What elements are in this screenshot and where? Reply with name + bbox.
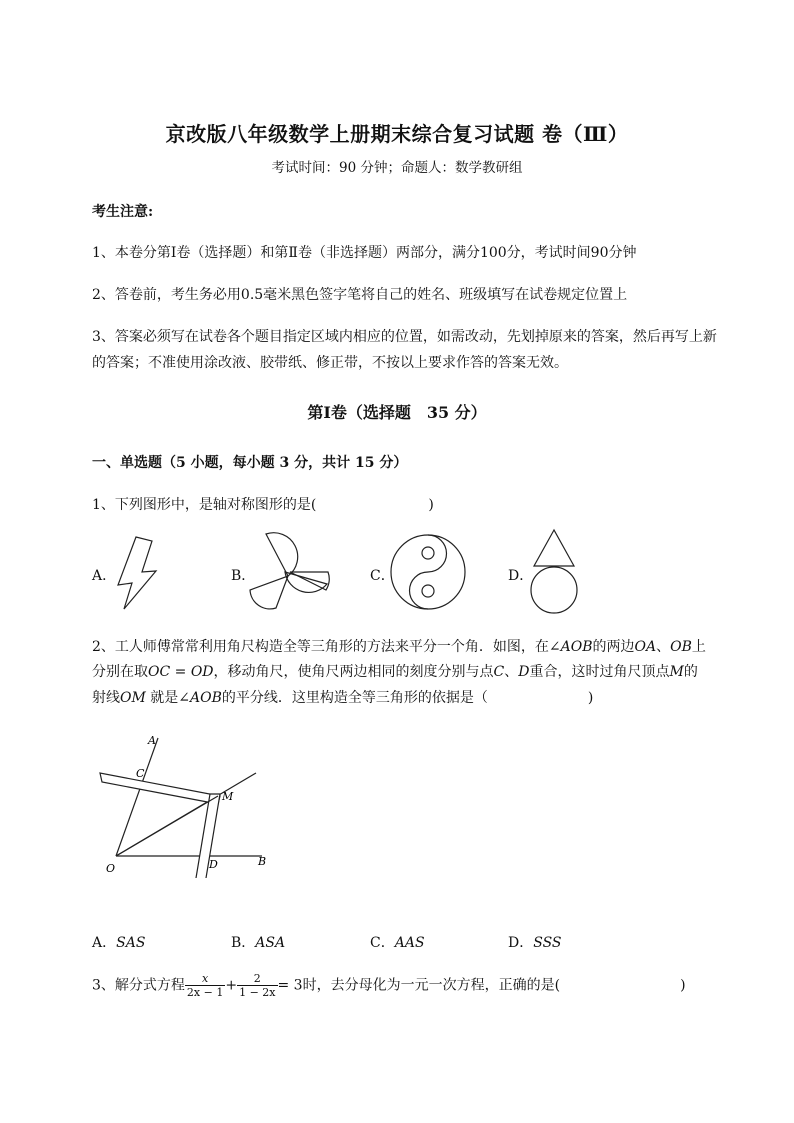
notice-heading: 考生注意: — [92, 204, 154, 220]
option-label: B． — [231, 935, 256, 951]
q2-text: 就是 — [145, 690, 179, 706]
fraction-denominator: 1 − 2x — [239, 986, 276, 999]
q2-text: 分别在取 — [92, 664, 148, 680]
q2-math: M — [669, 664, 684, 680]
q2-text: ，移动角尺，使角尺两边相同的刻度分别与点 — [213, 664, 494, 680]
question-1-text: 1、下列图形中，是轴对称图形的是( — [92, 497, 317, 513]
q3-text: ) — [680, 977, 686, 994]
q1-option-d-label[interactable]: D． — [508, 568, 534, 584]
angle-bisector-figure — [96, 728, 276, 878]
pinwheel-shape-figure — [248, 532, 330, 610]
label-M: M — [222, 790, 234, 803]
section-heading: 一、单选题（5 小题，每小题 3 分，共计 15 分） — [92, 455, 408, 471]
q1-option-a-label[interactable]: A． — [92, 568, 117, 584]
q2-text: 重合，这时过角尺顶点 — [529, 664, 670, 680]
label-B: B — [258, 855, 267, 868]
option-value: ASA — [255, 935, 286, 951]
option-value: SAS — [116, 935, 146, 951]
fraction-denominator: 2x − 1 — [186, 986, 224, 999]
page-title: 京改版八年级数学上册期末综合复习试题 卷（Ⅲ） — [165, 122, 629, 146]
question-1-close: ) — [428, 497, 434, 513]
question-3-stem — [92, 972, 686, 999]
q3-text: 时，去分母化为一元一次方程，正确的是( — [302, 977, 561, 994]
notice-item-3-line1: 3、答案必须写在试卷各个题目指定区域内相应的位置，如需改动，先划掉原来的答案，然后再写上新 — [92, 329, 717, 345]
question-2-line1 — [92, 636, 706, 656]
q1-option-b-label[interactable]: B． — [231, 568, 256, 584]
q2-math: D — [518, 664, 530, 680]
option-label: D． — [508, 935, 534, 951]
label-C: C — [136, 767, 145, 780]
q2-math: OA — [634, 639, 657, 655]
q2-text: 的 — [683, 664, 698, 680]
option-label: A． — [92, 935, 117, 951]
question-1-stem — [92, 494, 434, 514]
q2-option-c[interactable] — [370, 932, 425, 952]
q2-math: ∠AOB — [178, 690, 222, 706]
yin-yang-figure — [389, 533, 467, 611]
option-value: SSS — [533, 935, 562, 951]
q2-math: ∠AOB — [548, 639, 593, 655]
label-A: A — [148, 734, 156, 747]
q2-math: OB — [670, 639, 692, 655]
label-D: D — [209, 858, 218, 871]
q2-text: 、 — [656, 639, 671, 655]
q3-operator: = 3 — [277, 977, 303, 994]
q2-text: ) — [587, 690, 594, 706]
label-O: O — [106, 862, 116, 875]
section-title: 第Ⅰ卷（选择题 35 分） — [307, 403, 487, 422]
page-subtitle: 考试时间：90 分钟；命题人：数学教研组 — [271, 160, 523, 176]
fraction-1 — [185, 972, 225, 999]
notice-item-1: 1、本卷分第Ⅰ卷（选择题）和第Ⅱ卷（非选择题）两部分，满分100分，考试时间90分钟 — [92, 245, 637, 261]
notice-item-2: 2、答卷前，考生务必用0.5毫米黑色签字笔将自己的姓名、班级填写在试卷规定位置上 — [92, 287, 628, 303]
notice-item-3-line2: 的答案；不准使用涂改液、胶带纸、修正带，不按以上要求作答的答案无效。 — [92, 355, 568, 371]
q3-text: 3、解分式方程 — [92, 977, 185, 994]
q2-text: 2、工人师傅常常利用角尺构造全等三角形的方法来平分一个角．如图，在 — [92, 639, 549, 655]
question-2-line2 — [92, 661, 698, 681]
q2-text: 的两边 — [592, 639, 635, 655]
q2-math: OM — [120, 690, 146, 706]
q2-math: C — [493, 664, 505, 680]
lightning-shape-figure — [112, 535, 160, 611]
fraction-numerator: 2 — [237, 972, 277, 986]
triangle-over-circle-figure — [527, 528, 581, 614]
question-2-line3 — [92, 687, 593, 707]
fraction-2 — [237, 972, 277, 999]
fraction-numerator: x — [185, 972, 225, 986]
q2-text: 的平分线．这里构造全等三角形的依据是（ — [221, 690, 488, 706]
q2-math: OC = OD — [148, 664, 214, 680]
q2-option-a[interactable] — [92, 932, 145, 952]
q3-operator: + — [225, 977, 238, 994]
q2-option-d[interactable] — [508, 932, 562, 952]
option-value: AAS — [394, 935, 425, 951]
q1-option-c-label[interactable]: C． — [370, 568, 395, 584]
q2-text: 射线 — [92, 690, 120, 706]
q2-option-b[interactable] — [231, 932, 285, 952]
q2-text: 、 — [504, 664, 519, 680]
option-label: C． — [370, 935, 395, 951]
q2-text: 上 — [691, 639, 706, 655]
